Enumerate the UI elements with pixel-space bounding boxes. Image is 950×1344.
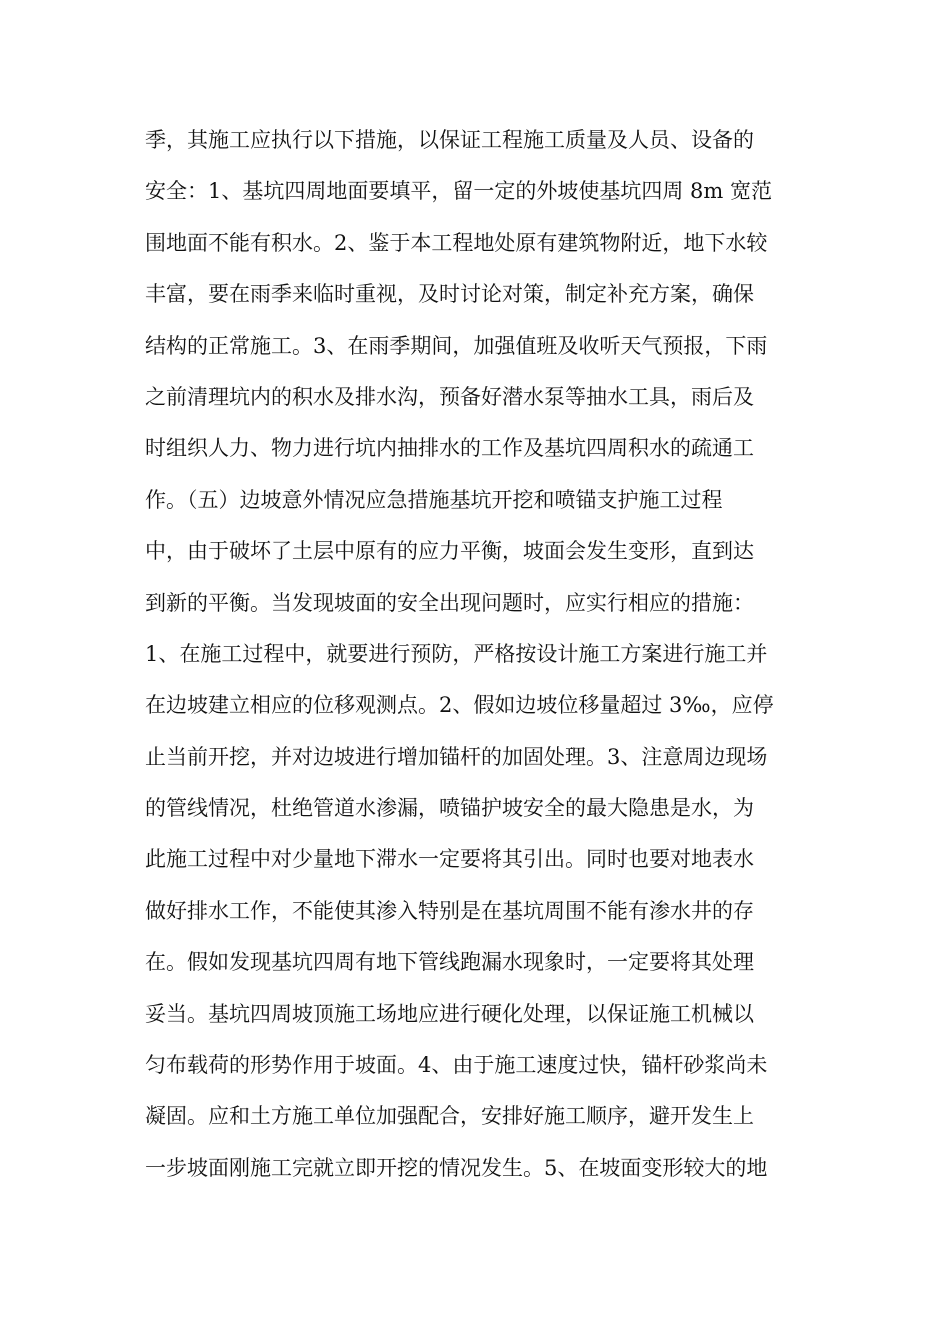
text-line: 做好排水工作，不能使其渗入特别是在基坑周围不能有渗水井的存 bbox=[145, 898, 754, 923]
text-line: 丰富，要在雨季来临时重视，及时讨论对策，制定补充方案，确保 bbox=[145, 282, 754, 307]
text-line: 在。假如发现基坑四周有地下管线跑漏水现象时，一定要将其处理 bbox=[145, 950, 754, 975]
text-line: 妥当。基坑四周坡顶施工场地应进行硬化处理，以保证施工机械以 bbox=[145, 1001, 754, 1026]
body-text bbox=[145, 115, 825, 1194]
text-line: 结构的正常施工。3、在雨季期间，加强值班及收听天气预报，下雨 bbox=[145, 333, 768, 358]
text-line: 在边坡建立相应的位移观测点。2、假如边坡位移量超过 3‰，应停 bbox=[145, 693, 774, 718]
text-line: 1、在施工过程中，就要进行预防，严格按设计施工方案进行施工并 bbox=[145, 641, 768, 666]
text-line: 此施工过程中对少量地下滞水一定要将其引出。同时也要对地表水 bbox=[145, 847, 754, 872]
text-line: 止当前开挖，并对边坡进行增加锚杆的加固处理。3、注意周边现场 bbox=[145, 744, 768, 769]
text-line: 一步坡面刚施工完就立即开挖的情况发生。5、在坡面变形较大的地 bbox=[145, 1155, 768, 1180]
text-line: 凝固。应和土方施工单位加强配合，安排好施工顺序，避开发生上 bbox=[145, 1104, 754, 1129]
text-line: 匀布载荷的形势作用于坡面。4、由于施工速度过快，锚杆砂浆尚未 bbox=[145, 1053, 768, 1078]
text-line: 安全：1、基坑四周地面要填平，留一定的外坡使基坑四周 8m 宽范 bbox=[145, 179, 772, 204]
text-line: 时组织人力、物力进行坑内抽排水的工作及基坑四周积水的疏通工 bbox=[145, 436, 754, 461]
text-line: 的管线情况，杜绝管道水渗漏，喷锚护坡安全的最大隐患是水，为 bbox=[145, 796, 754, 821]
text-line: 作。（五）边坡意外情况应急措施基坑开挖和喷锚支护施工过程 bbox=[145, 487, 723, 512]
text-line: 季，其施工应执行以下措施，以保证工程施工质量及人员、设备的 bbox=[145, 128, 754, 152]
text-line: 围地面不能有积水。2、鉴于本工程地处原有建筑物附近，地下水较 bbox=[145, 230, 768, 255]
text-line: 到新的平衡。当发现坡面的安全出现问题时，应实行相应的措施： bbox=[145, 590, 754, 615]
text-line: 之前清理坑内的积水及排水沟，预备好潜水泵等抽水工具，雨后及 bbox=[145, 384, 754, 409]
text-line: 中，由于破坏了土层中原有的应力平衡，坡面会发生变形，直到达 bbox=[145, 539, 754, 564]
